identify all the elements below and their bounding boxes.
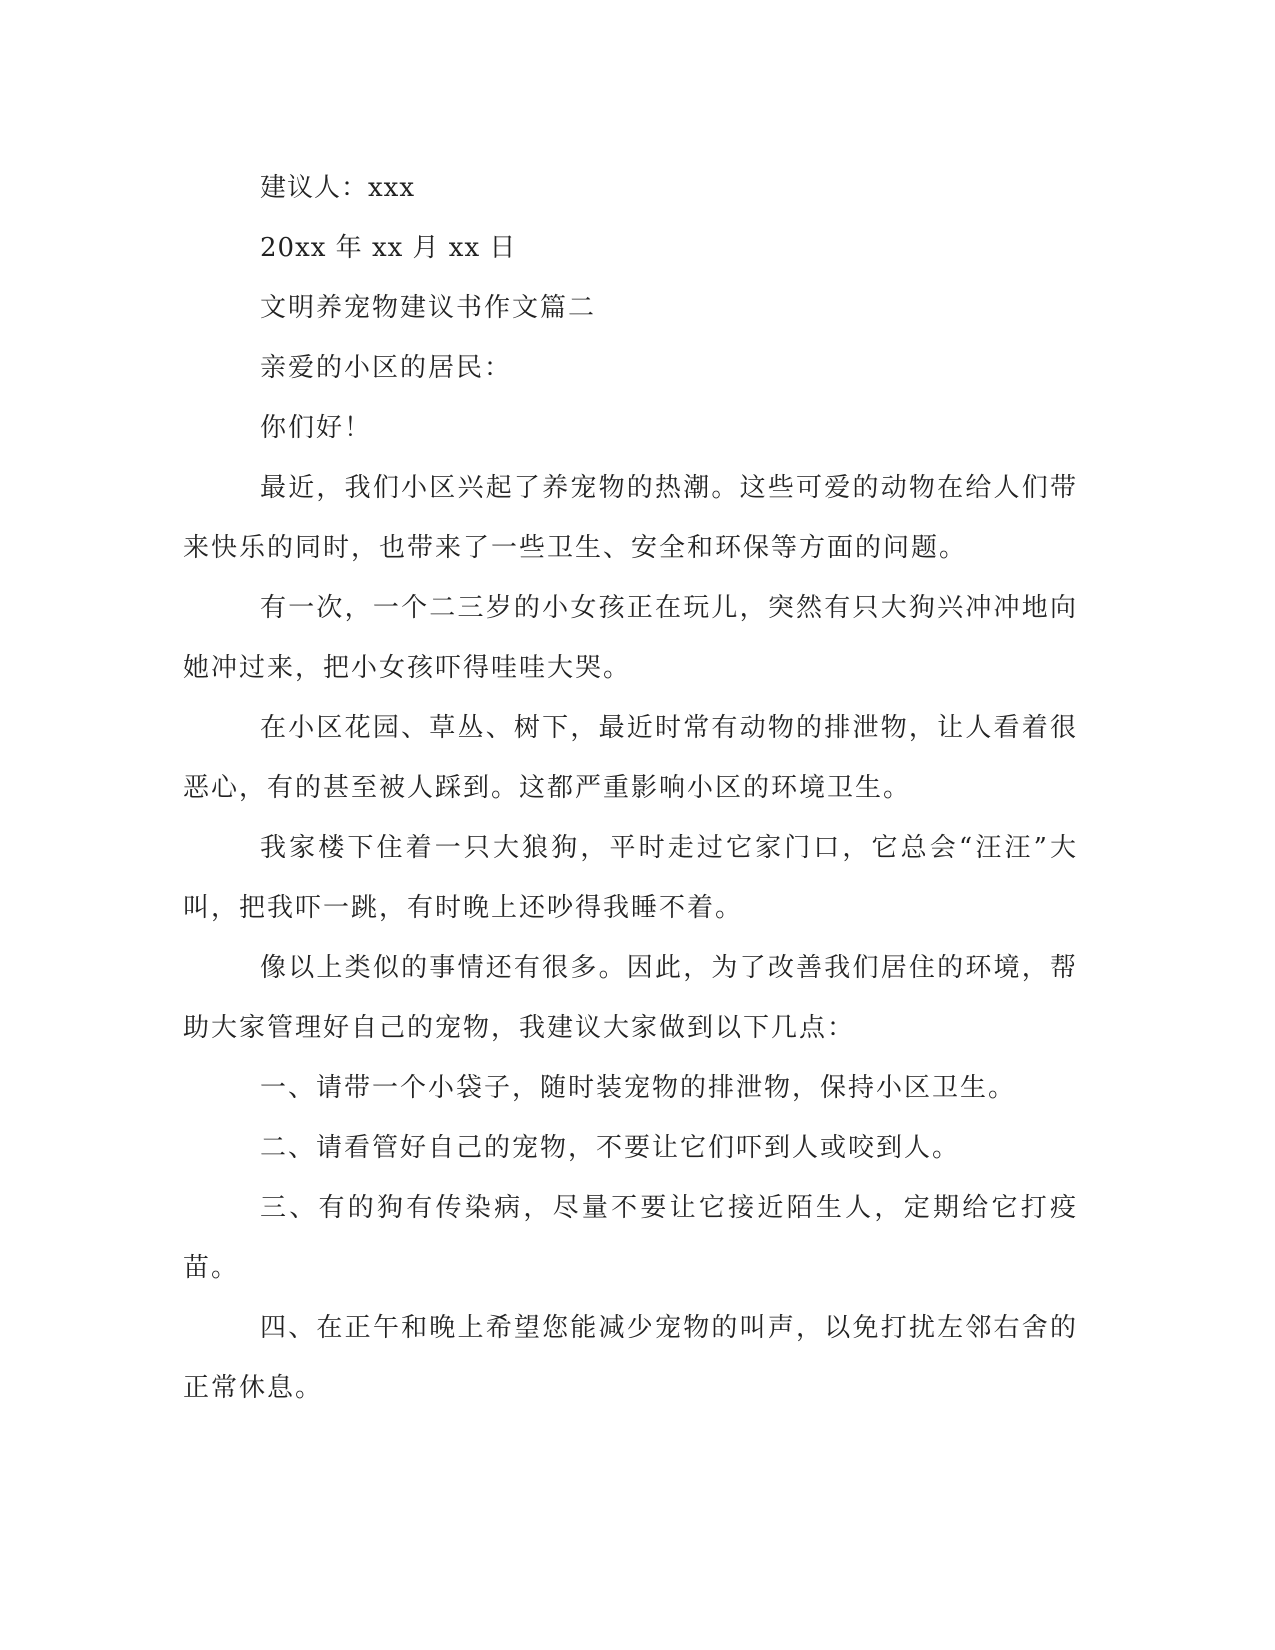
- body-paragraph: 我家楼下住着一只大狼狗，平时走过它家门口，它总会“汪汪”大叫，把我吓一跳，有时晚上还吵得我睡不着。: [183, 833, 1078, 923]
- body-paragraph: 在小区花园、草丛、树下，最近时常有动物的排泄物，让人看着很恶心，有的甚至被人踩到。这都严重影响小区的环境卫生。: [183, 713, 1078, 803]
- suggestion-item: 二、请看管好自己的宠物，不要让它们吓到人或咬到人。: [260, 1133, 961, 1163]
- greeting: 你们好！: [260, 413, 373, 443]
- suggestion-item: 三、有的狗有传染病，尽量不要让它接近陌生人，定期给它打疫苗。: [183, 1193, 1078, 1283]
- suggestion-item: 四、在正午和晚上希望您能减少宠物的叫声，以免打扰左邻右舍的正常休息。: [183, 1313, 1078, 1403]
- body-paragraph: 最近，我们小区兴起了养宠物的热潮。这些可爱的动物在给人们带来快乐的同时，也带来了一些卫生、安全和环保等方面的问题。: [183, 473, 1078, 563]
- suggestion-item: 一、请带一个小袋子，随时装宠物的排泄物，保持小区卫生。: [260, 1073, 1017, 1103]
- section-title: 文明养宠物建议书作文篇二: [260, 293, 597, 323]
- body-paragraph: 像以上类似的事情还有很多。因此，为了改善我们居住的环境，帮助大家管理好自己的宠物，我建议大家做到以下几点：: [183, 953, 1078, 1043]
- body-paragraph: 有一次，一个二三岁的小女孩正在玩儿，突然有只大狗兴冲冲地向她冲过来，把小女孩吓得哇哇大哭。: [183, 593, 1078, 683]
- salutation: 亲爱的小区的居民：: [260, 353, 513, 383]
- proposer-line: 建议人：xxx: [260, 173, 415, 203]
- date-line: 20xx 年 xx 月 xx 日: [260, 233, 517, 263]
- document-body: [183, 158, 1078, 1418]
